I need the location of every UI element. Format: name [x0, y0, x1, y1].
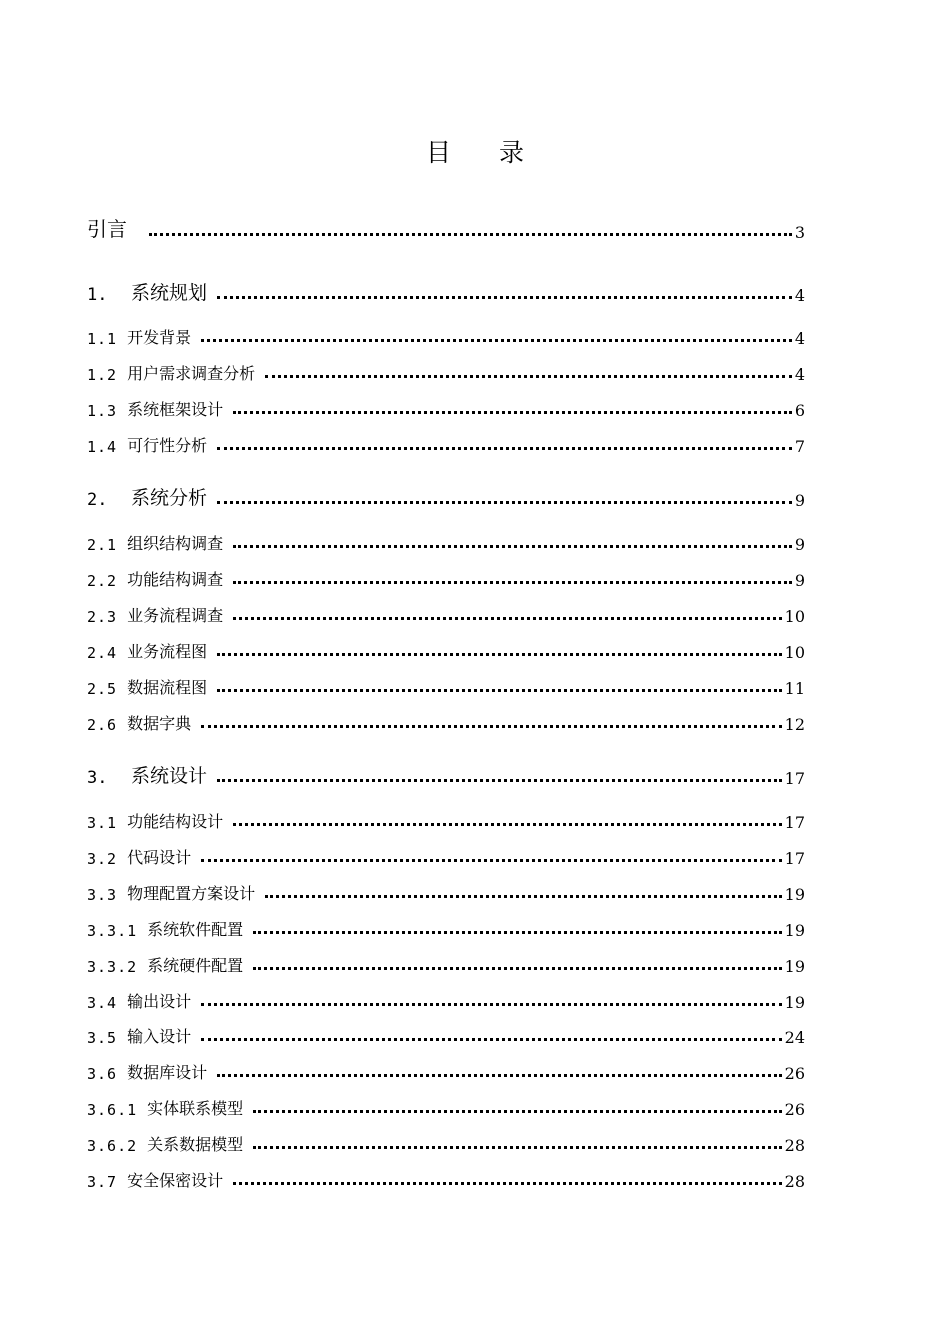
- toc-entry[interactable]: [87, 602, 805, 626]
- toc-entry-number: 1.2: [87, 366, 118, 384]
- toc-page-number: 6: [794, 401, 805, 420]
- toc-page-number: 3: [794, 223, 805, 242]
- toc-page-number: 24: [784, 1028, 805, 1047]
- toc-entry-label: [87, 711, 191, 734]
- toc-entry-label: [87, 953, 243, 976]
- toc-entry[interactable]: [87, 674, 805, 698]
- toc-entry-title: 系统分析: [131, 487, 208, 509]
- toc-entry-title: 功能结构调查: [127, 570, 224, 589]
- toc-entry-title: 关系数据模型: [147, 1135, 244, 1154]
- toc-dot-leader: [201, 1038, 782, 1041]
- toc-dot-leader: [253, 931, 781, 934]
- toc-entry-title: 代码设计: [127, 848, 192, 867]
- toc-dot-leader: [149, 233, 792, 236]
- toc-page-number: 10: [784, 643, 805, 662]
- toc-entry-number: 3.7: [87, 1173, 118, 1191]
- toc-entry-title: 开发背景: [127, 328, 192, 347]
- toc-entry-title: 数据流程图: [127, 678, 208, 697]
- toc-entry-title: 组织结构调查: [127, 534, 224, 553]
- toc-entry[interactable]: [87, 638, 805, 662]
- toc-page-number: 28: [784, 1136, 805, 1155]
- toc-entry-label: [87, 1168, 223, 1191]
- toc-entry-number: 2.6: [87, 716, 118, 734]
- toc-entry-label: [87, 397, 223, 420]
- toc-dot-leader: [201, 1003, 782, 1006]
- toc-dot-leader: [233, 545, 792, 548]
- title-char-1: 目: [425, 138, 451, 167]
- toc-page-number: 19: [784, 957, 805, 976]
- toc-entry-label: [87, 1096, 243, 1119]
- toc-page-number: 17: [784, 813, 805, 832]
- toc-entry-number: 1.: [87, 285, 108, 305]
- toc-page-number: 26: [784, 1064, 805, 1083]
- toc-entry-label: [87, 639, 207, 662]
- toc-dot-leader: [201, 725, 782, 728]
- toc-entry-label: [87, 278, 207, 305]
- toc-entry-number: 3.3: [87, 886, 118, 904]
- toc-page-number: 17: [784, 769, 805, 788]
- toc-entry[interactable]: [87, 880, 805, 904]
- toc-entry-title: 引言: [87, 217, 127, 241]
- toc-entry-title: 物理配置方案设计: [127, 884, 256, 903]
- toc-dot-leader: [217, 653, 782, 656]
- toc-dot-leader: [253, 1146, 781, 1149]
- toc-dot-leader: [217, 296, 792, 299]
- toc-entry-label: [87, 1132, 243, 1155]
- toc-entry-title: 输入设计: [127, 1027, 192, 1046]
- toc-entry-number: 2.4: [87, 644, 118, 662]
- toc-page-number: 12: [784, 715, 805, 734]
- toc-entry-label: [87, 809, 223, 832]
- toc-page-number: 26: [784, 1100, 805, 1119]
- toc-entry[interactable]: [87, 758, 805, 788]
- toc-entry[interactable]: [87, 952, 805, 976]
- toc-entry-number: 2.5: [87, 680, 118, 698]
- toc-entry-label: [87, 845, 191, 868]
- toc-dot-leader: [233, 617, 782, 620]
- toc-entry-label: [87, 531, 223, 554]
- toc-dot-leader: [265, 895, 782, 898]
- title-char-2: 录: [499, 138, 525, 167]
- toc-dot-leader: [217, 1074, 782, 1077]
- toc-entry-title: 安全保密设计: [127, 1171, 224, 1190]
- toc-entry[interactable]: [87, 1167, 805, 1191]
- toc-entry-number: 1.3: [87, 402, 118, 420]
- toc-page-number: 9: [794, 491, 805, 510]
- toc-entry[interactable]: [87, 324, 805, 348]
- toc-entry-label: [87, 567, 223, 590]
- toc-entry-number: 3.3.2: [87, 958, 138, 976]
- toc-entry-number: 2.: [87, 490, 108, 510]
- toc-entry-number: 3.5: [87, 1029, 118, 1047]
- toc-entry-title: 系统设计: [131, 765, 208, 787]
- toc-entry[interactable]: [87, 530, 805, 554]
- toc-entry-title: 功能结构设计: [127, 812, 224, 831]
- toc-dot-leader: [253, 1110, 781, 1113]
- toc-entry-number: 2.3: [87, 608, 118, 626]
- toc-entry[interactable]: [87, 432, 805, 456]
- toc-entry[interactable]: [87, 275, 805, 305]
- toc-entry[interactable]: [87, 566, 805, 590]
- toc-entry[interactable]: [87, 1023, 805, 1047]
- toc-page-number: 28: [784, 1172, 805, 1191]
- toc-entry[interactable]: [87, 480, 805, 510]
- toc-page-number: 4: [794, 365, 805, 384]
- toc-entry[interactable]: [87, 1131, 805, 1155]
- toc-entry-title: 输出设计: [127, 992, 192, 1011]
- toc-entry[interactable]: [87, 1059, 805, 1083]
- toc-dot-leader: [217, 779, 782, 782]
- toc-entry-label: [87, 989, 191, 1012]
- toc-dot-leader: [217, 447, 792, 450]
- toc-entry[interactable]: [87, 710, 805, 734]
- toc-entry[interactable]: [87, 360, 805, 384]
- toc-dot-leader: [233, 1182, 782, 1185]
- toc-page-number: 19: [784, 993, 805, 1012]
- toc-entry-label: [87, 603, 223, 626]
- toc-page-number: 10: [784, 607, 805, 626]
- toc-entry[interactable]: [87, 988, 805, 1012]
- toc-entry-title: 业务流程图: [127, 642, 208, 661]
- toc-dot-leader: [233, 581, 792, 584]
- toc-dot-leader: [201, 339, 792, 342]
- toc-entry-number: 3.4: [87, 994, 118, 1012]
- toc-entry[interactable]: [87, 212, 805, 242]
- toc-entry[interactable]: [87, 916, 805, 940]
- toc-entry-title: 系统软件配置: [147, 920, 244, 939]
- toc-entry[interactable]: [87, 396, 805, 420]
- toc-page-number: 19: [784, 885, 805, 904]
- toc-entry-number: 3.3.1: [87, 922, 138, 940]
- toc-entry-title: 数据字典: [127, 714, 192, 733]
- toc-entry-number: 3.2: [87, 850, 118, 868]
- toc-dot-leader: [233, 823, 782, 826]
- toc-entry[interactable]: [87, 844, 805, 868]
- toc-entry-title: 系统规划: [131, 282, 208, 304]
- toc-entry-number: 3.: [87, 768, 108, 788]
- toc-entry-label: [87, 325, 191, 348]
- toc-entry-number: 3.6.2: [87, 1137, 138, 1155]
- toc-dot-leader: [217, 501, 792, 504]
- toc-page-number: 9: [794, 535, 805, 554]
- toc-entry-label: [87, 433, 207, 456]
- toc-entry-number: 2.1: [87, 536, 118, 554]
- toc-entry-title: 系统硬件配置: [147, 956, 244, 975]
- toc-dot-leader: [253, 967, 781, 970]
- toc-dot-leader: [201, 859, 782, 862]
- toc-entry-label: [87, 361, 255, 384]
- toc-entry-label: [87, 675, 207, 698]
- toc-dot-leader: [217, 689, 782, 692]
- toc-entry-label: [87, 1060, 207, 1083]
- toc-dot-leader: [233, 411, 792, 414]
- toc-entry-number: 1.4: [87, 438, 118, 456]
- toc-entry-number: 1.1: [87, 330, 118, 348]
- toc-page-number: 17: [784, 849, 805, 868]
- toc-entry-label: [87, 483, 207, 510]
- toc-entry-label: [87, 213, 127, 242]
- toc-entry-label: [87, 761, 207, 788]
- toc-entry-number: 3.1: [87, 814, 118, 832]
- toc-entry-title: 用户需求调查分析: [127, 364, 256, 383]
- toc-page-number: 7: [794, 437, 805, 456]
- toc-page-number: 4: [794, 329, 805, 348]
- toc-entry-title: 系统框架设计: [127, 400, 224, 419]
- toc-entry[interactable]: [87, 1095, 805, 1119]
- toc-entry-label: [87, 917, 243, 940]
- toc-entry[interactable]: [87, 808, 805, 832]
- toc-page-number: 19: [784, 921, 805, 940]
- toc-entry-title: 业务流程调查: [127, 606, 224, 625]
- toc-entry-label: [87, 881, 255, 904]
- toc-entry-number: 2.2: [87, 572, 118, 590]
- toc-entry-title: 数据库设计: [127, 1063, 208, 1082]
- toc-dot-leader: [265, 375, 792, 378]
- toc-page-number: 11: [784, 679, 805, 698]
- toc-entry-number: 3.6.1: [87, 1101, 138, 1119]
- toc-page-number: 4: [794, 286, 805, 305]
- toc-entry-title: 可行性分析: [127, 436, 208, 455]
- page-title: [0, 133, 950, 169]
- toc-entry-number: 3.6: [87, 1065, 118, 1083]
- toc-entry-label: [87, 1024, 191, 1047]
- toc-entry-title: 实体联系模型: [147, 1099, 244, 1118]
- toc-page-number: 9: [794, 571, 805, 590]
